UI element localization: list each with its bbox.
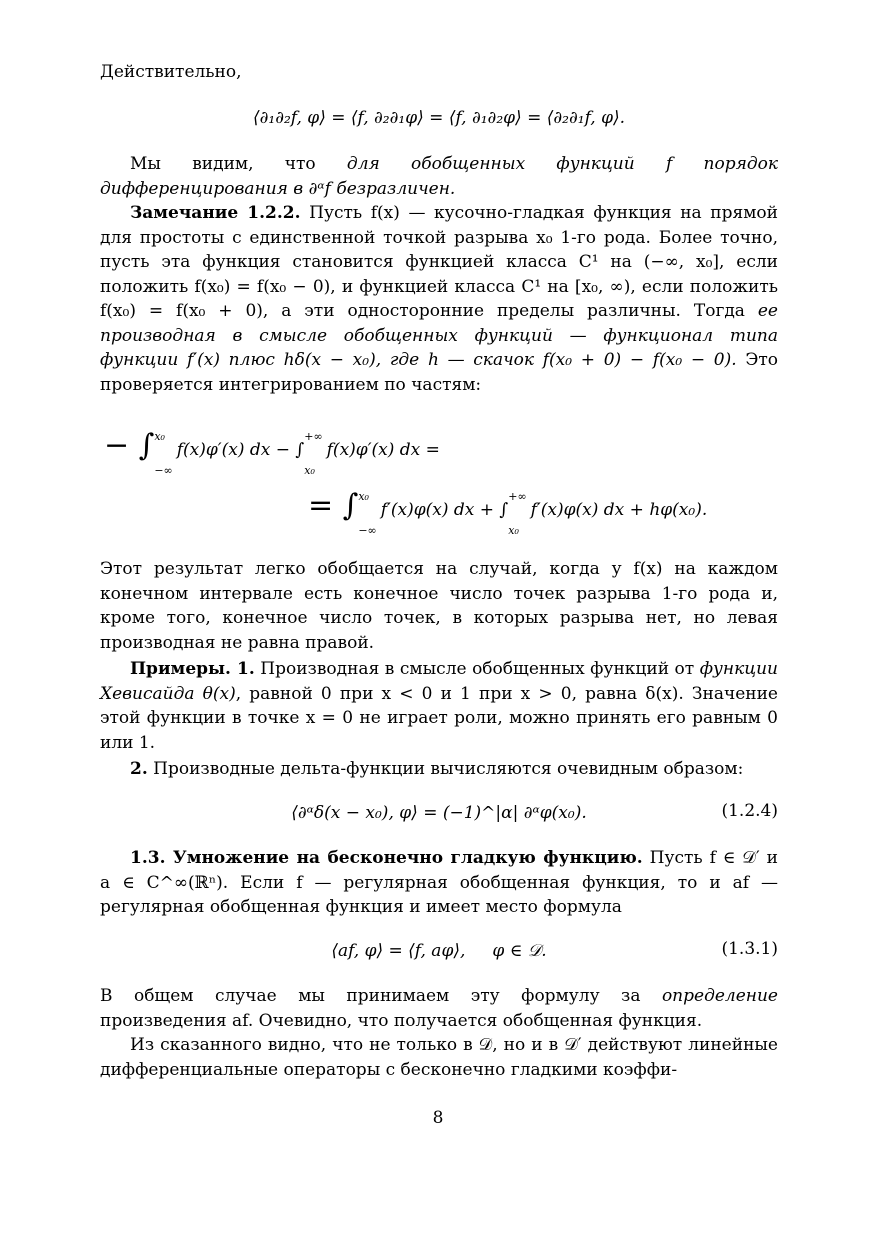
paragraph-generalize: Этот результат легко обобщается на случай, когда у f(x) на каждом конечном интервале есть конечное число точек разрыва 1-го рода и, кроме того, конечное число точек, в которых разрыва нет, но левая производная не равна правой. [100,559,778,653]
integral-line1-a-body: f(x)φ′(x) dx − ∫ [176,440,305,460]
example2-text: Производные дельта-функции вычисляются очевидным образом: [147,759,744,779]
paragraph-example-2 [100,757,778,782]
integral-line1-a: − ∫ [104,428,155,463]
integral-line1-b-upper: +∞ [304,429,323,443]
examples-italic: функции Хевисайда θ(x) [100,659,778,704]
section-1-3-text: Пусть f ∈ 𝒟′ и a ∈ C^∞(ℝⁿ). Если f — регулярная обобщенная функция, то и af — регулярная обобщенная функция и имеет место формула [100,848,778,917]
paragraph-definition [100,984,778,1033]
definition-italic: определение [661,986,778,1006]
paragraph-examples [100,657,778,755]
integral-line-2 [308,488,708,537]
equation-number-1-3-1: (1.3.1) [721,939,778,959]
definition-tail: произведения af. Очевидно, что получается обобщенная функция. [100,1010,703,1031]
integral-line2-a-lower: −∞ [358,523,377,537]
paragraph-intro: Действительно, [100,62,242,82]
integral-line2-a-body: f′(x)φ(x) dx + ∫ [380,500,509,520]
paragraph-last: Из сказанного видно, что не только в 𝒟, но и в 𝒟′ действуют линейные дифференциальные операторы с бесконечно гладкими коэффи- [100,1035,778,1080]
remark-label: Замечание 1.2.2. [130,203,301,223]
remark-1-2-2 [100,201,778,397]
formula-1-3-1-body: ⟨af, φ⟩ = ⟨f, aφ⟩, φ ∈ 𝒟. [331,941,547,961]
example2-label: 2. [130,759,148,779]
examples-label: Примеры. 1. [130,659,255,679]
integral-line-1 [104,428,440,477]
examples-text-1: Производная в смысле обобщенных функций от [254,659,700,679]
paragraph-order-lead: Мы видим, что [130,154,347,174]
definition-lead: В общем случае мы принимаем эту формулу за [100,986,662,1006]
remark-italic: ее производная в смысле обобщенных функций — функционал типа функции f′(x) плюс hδ(x − x₀), где h — скачок f(x₀ + 0) − f(x₀ − 0). [100,301,778,370]
formula-mixed-derivatives: ⟨∂₁∂₂f, φ⟩ = ⟨f, ∂₂∂₁φ⟩ = ⟨f, ∂₁∂₂φ⟩ = ⟨∂₂∂₁f, φ⟩. [252,108,626,128]
integral-line2-b-lower: x₀ [508,523,519,537]
integral-line1-b-lower: x₀ [304,463,315,477]
section-1-3-heading: 1.3. Умножение на бесконечно гладкую функцию. [130,848,643,868]
integral-line2-a-upper: x₀ [358,489,369,503]
formula-1-2-4 [100,801,778,825]
remark-text-2: Это проверяется интегрированием по частям: [100,350,778,395]
equation-number-1-2-4: (1.2.4) [721,801,778,821]
integral-line2-b-upper: +∞ [508,489,527,503]
integral-line1-b-body: f(x)φ′(x) dx = [326,440,440,460]
examples-text-2: , равной 0 при x < 0 и 1 при x > 0, равна δ(x). Значение этой функции в точке x = 0 не играет роли, можно принять его равным 0 или 1. [100,683,778,753]
integral-line2-b-body: f′(x)φ(x) dx + hφ(x₀). [530,500,708,520]
integral-line2-a: = ∫ [308,488,359,523]
formula-1-2-4-body: ⟨∂ᵅδ(x − x₀), φ⟩ = (−1)^|α| ∂ᵅφ(x₀). [291,803,587,823]
paragraph-order-italic: для обобщенных функций f порядок дифференцирования в ∂ᵅf безразличен. [100,154,778,199]
paragraph-order [100,152,778,201]
page-number: 8 [432,1108,444,1128]
formula-1-3-1 [100,939,778,963]
integral-line1-a-lower: −∞ [154,463,173,477]
integral-line1-a-upper: x₀ [154,429,165,443]
remark-text-1: Пусть f(x) — кусочно-гладкая функция на прямой для простоты с единственной точкой разрыва x₀ 1-го рода. Более точно, пусть эта функция становится функцией класса C¹ на (−∞, x₀], если положить f(x₀) = f(x₀ − 0), и функцией класса C¹ на [x₀, ∞), если положить f(x₀) = f(x₀ + 0), а эти односторонние пределы различны. Тогда [100,203,778,321]
section-1-3 [100,846,778,920]
